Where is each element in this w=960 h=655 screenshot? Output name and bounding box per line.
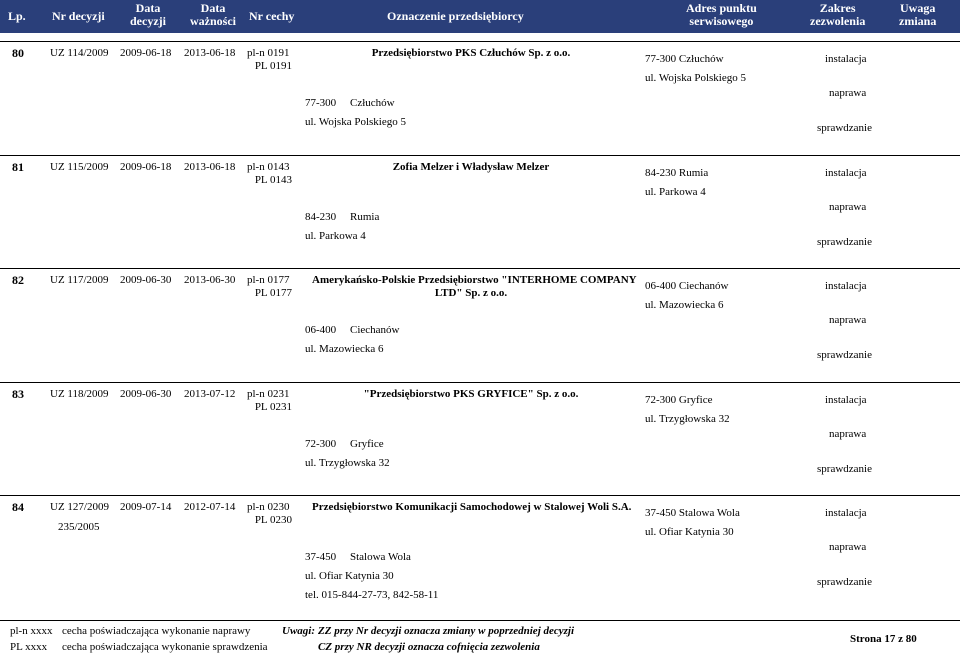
record-scope-naprawa: naprawa <box>829 541 867 553</box>
record-scope-sprawdzanie: sprawdzanie <box>817 463 872 475</box>
record-scope-naprawa: naprawa <box>829 87 867 99</box>
record-divider <box>0 268 960 269</box>
header-uwaga: Uwaga zmiana <box>899 1 937 28</box>
record-data-waznosci: 2012-07-14 <box>184 501 236 513</box>
record-city: Rumia <box>350 211 380 223</box>
table-header <box>0 0 960 33</box>
record-service-address-1: 06-400 Ciechanów <box>645 280 729 292</box>
header-data-waznosci: Data ważności <box>190 1 236 28</box>
record-company-name: "Przedsiębiorstwo PKS GRYFICE" Sp. z o.o. <box>363 388 579 400</box>
legend-code-1: pl-n xxxx <box>10 625 53 637</box>
legend-text-1: cecha poświadczająca wykonanie naprawy <box>62 625 251 637</box>
record-street: ul. Parkowa 4 <box>305 230 366 242</box>
record-scope-instalacja: instalacja <box>825 53 867 65</box>
record-postal-code: 72-300 <box>305 438 337 450</box>
record-nr-decyzji: UZ 118/2009 <box>50 388 109 400</box>
record-lp: 80 <box>12 46 24 60</box>
page-number: Strona 17 z 80 <box>850 633 917 645</box>
record-nr-decyzji: UZ 115/2009 <box>50 161 109 173</box>
record-cecha-sprawdzenia: PL 0143 <box>254 174 292 186</box>
record-service-address-1: 84-230 Rumia <box>645 167 709 179</box>
record-scope-instalacja: instalacja <box>825 507 867 519</box>
record-nr-decyzji: UZ 127/2009 <box>50 501 109 513</box>
record-service-address-2: ul. Mazowiecka 6 <box>645 299 724 311</box>
record-service-address-2: ul. Wojska Polskiego 5 <box>645 72 746 84</box>
record-data-waznosci: 2013-06-18 <box>184 161 236 173</box>
record-street: ul. Wojska Polskiego 5 <box>305 116 406 128</box>
record-scope-sprawdzanie: sprawdzanie <box>817 236 872 248</box>
record-cecha-naprawy: pl-n 0143 <box>247 161 290 173</box>
record-lp: 84 <box>12 500 24 514</box>
record-cecha-naprawy: pl-n 0230 <box>247 501 290 513</box>
record-cecha-sprawdzenia: PL 0230 <box>254 514 292 526</box>
record-scope-naprawa: naprawa <box>829 428 867 440</box>
record-data-decyzji: 2009-06-18 <box>120 47 172 59</box>
record-service-address-1: 37-450 Stalowa Wola <box>645 507 740 519</box>
record-data-decyzji: 2009-07-14 <box>120 501 172 513</box>
record-city: Ciechanów <box>350 324 400 336</box>
record-service-address-2: ul. Trzygłowska 32 <box>645 413 730 425</box>
record-service-address-2: ul. Parkowa 4 <box>645 186 706 198</box>
record-scope-naprawa: naprawa <box>829 314 867 326</box>
header-zakres: Zakres zezwolenia <box>810 1 866 28</box>
record-scope-naprawa: naprawa <box>829 201 867 213</box>
record-cecha-sprawdzenia: PL 0231 <box>254 401 292 413</box>
record-scope-sprawdzanie: sprawdzanie <box>817 122 872 134</box>
header-data-decyzji: Data decyzji <box>130 1 166 28</box>
record-data-waznosci: 2013-06-18 <box>184 47 236 59</box>
record-street: ul. Trzygłowska 32 <box>305 457 390 469</box>
note-zz: ZZ przy Nr decyzji oznacza zmiany w poprzedniej decyzji <box>318 625 575 637</box>
header-nr-decyzji: Nr decyzji <box>52 9 105 23</box>
record-postal-code: 06-400 <box>305 324 337 336</box>
record-nr-decyzji-extra: 235/2005 <box>58 521 100 533</box>
record-data-decyzji: 2009-06-30 <box>120 274 172 286</box>
record-company-name: Przedsiębiorstwo Komunikacji Samochodowej w Stalowej Woli S.A. <box>312 501 632 513</box>
record-cecha-naprawy: pl-n 0191 <box>247 47 290 59</box>
header-adres-punktu: Adres punktu serwisowego <box>686 1 757 28</box>
record-cecha-sprawdzenia: PL 0177 <box>254 287 292 299</box>
record-divider <box>0 41 960 42</box>
record-lp: 82 <box>12 273 24 287</box>
record-company-name: Zofia Melzer i Władysław Melzer <box>392 161 550 173</box>
header-lp: Lp. <box>8 9 26 23</box>
record-postal-code: 84-230 <box>305 211 337 223</box>
record-scope-instalacja: instalacja <box>825 280 867 292</box>
record-data-decyzji: 2009-06-18 <box>120 161 172 173</box>
record-data-waznosci: 2013-06-30 <box>184 274 236 286</box>
record-divider <box>0 495 960 496</box>
record-cecha-naprawy: pl-n 0177 <box>247 274 290 286</box>
legend-text-2: cecha poświadczająca wykonanie sprawdzenia <box>62 641 268 653</box>
record-scope-instalacja: instalacja <box>825 167 867 179</box>
record-city: Człuchów <box>350 97 395 109</box>
note-cz: CZ przy NR decyzji oznacza cofnięcia zezwolenia <box>318 641 540 653</box>
record-street: ul. Ofiar Katynia 30 <box>305 570 394 582</box>
record-company-name: Amerykańsko-Polskie Przedsiębiorstwo "INTERHOME COMPANY LTD" Sp. z o.o. <box>312 274 637 299</box>
record-scope-sprawdzanie: sprawdzanie <box>817 349 872 361</box>
record-scope-sprawdzanie: sprawdzanie <box>817 576 872 588</box>
record-service-address-2: ul. Ofiar Katynia 30 <box>645 526 734 538</box>
header-oznaczenie: Oznaczenie przedsiębiorcy <box>387 9 524 23</box>
record-data-waznosci: 2013-07-12 <box>184 388 236 400</box>
record-divider <box>0 382 960 383</box>
record-service-address-1: 77-300 Człuchów <box>645 53 724 65</box>
record-city: Gryfice <box>350 438 384 450</box>
record-service-address-1: 72-300 Gryfice <box>645 394 713 406</box>
record-city: Stalowa Wola <box>350 551 411 563</box>
record-street: ul. Mazowiecka 6 <box>305 343 384 355</box>
record-scope-instalacja: instalacja <box>825 394 867 406</box>
record-phone: tel. 015-844-27-73, 842-58-11 <box>305 589 439 601</box>
record-postal-code: 77-300 <box>305 97 337 109</box>
record-cecha-sprawdzenia: PL 0191 <box>254 60 292 72</box>
record-company-name: Przedsiębiorstwo PKS Człuchów Sp. z o.o. <box>371 47 571 59</box>
record-lp: 83 <box>12 387 24 401</box>
record-postal-code: 37-450 <box>305 551 337 563</box>
record-lp: 81 <box>12 160 24 174</box>
record-data-decyzji: 2009-06-30 <box>120 388 172 400</box>
footer-divider <box>0 620 960 621</box>
record-nr-decyzji: UZ 117/2009 <box>50 274 109 286</box>
record-divider <box>0 155 960 156</box>
record-nr-decyzji: UZ 114/2009 <box>50 47 109 59</box>
record-cecha-naprawy: pl-n 0231 <box>247 388 290 400</box>
legend-code-2: PL xxxx <box>10 641 48 653</box>
notes-label: Uwagi: <box>282 625 315 637</box>
header-nr-cechy: Nr cechy <box>249 9 295 23</box>
